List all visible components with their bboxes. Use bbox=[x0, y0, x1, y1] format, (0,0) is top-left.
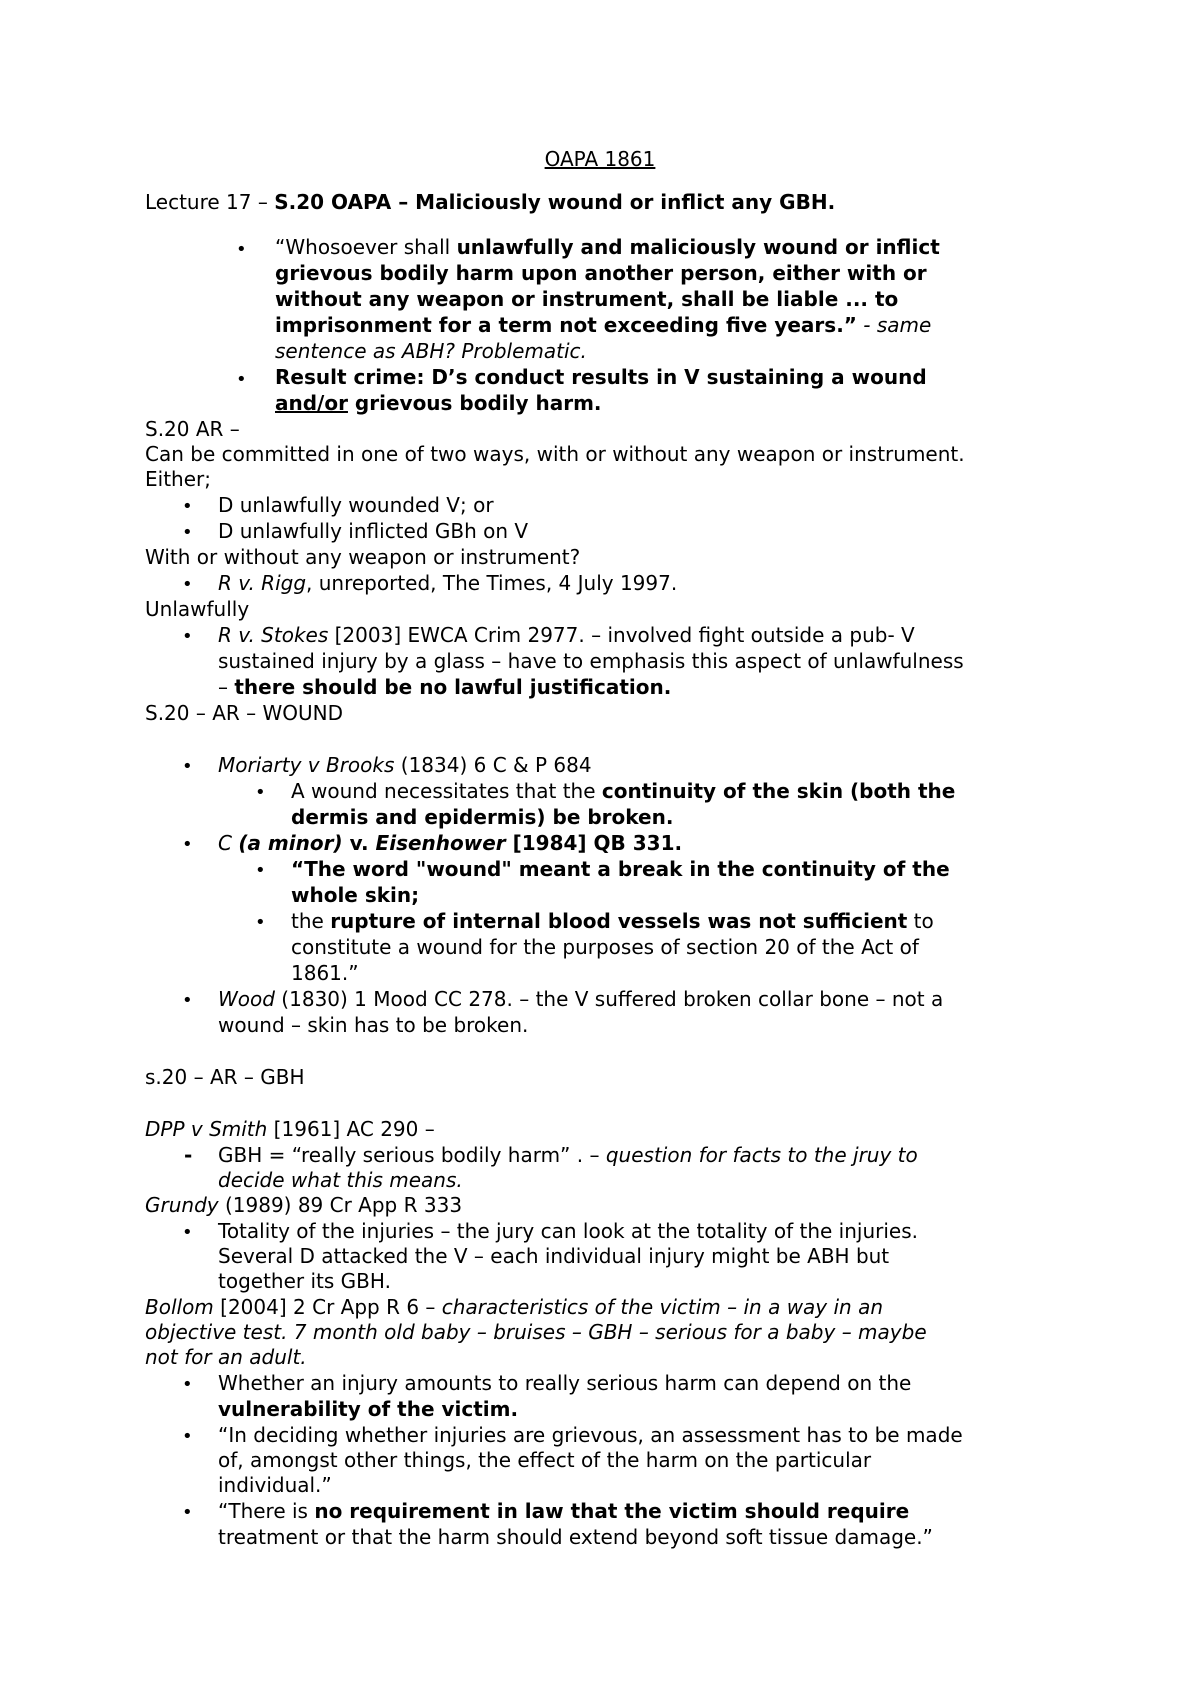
section-heading-gbh: s.20 – AR – GBH bbox=[145, 1065, 305, 1089]
result-crime-text: grievous bodily harm. bbox=[347, 391, 602, 415]
sub-list-item bbox=[291, 908, 934, 934]
plain-text: “There is bbox=[218, 1499, 315, 1523]
case-name: Wood bbox=[218, 987, 275, 1011]
list-item: D unlawfully inflicted GBh on V bbox=[218, 519, 529, 543]
bullet-icon: • bbox=[236, 239, 247, 260]
bold-text: “The word "wound" meant a break in the continuity of the bbox=[291, 857, 950, 881]
lecture-heading-bold: S.20 OAPA – Maliciously wound or inflict any GBH. bbox=[274, 190, 836, 214]
bullet-icon: • bbox=[182, 626, 193, 647]
bold-text: whole skin; bbox=[291, 883, 420, 907]
statute-quote-line bbox=[275, 312, 931, 338]
citation-text: , unreported, The Times, 4 July 1997. bbox=[306, 571, 678, 595]
bullet-icon: • bbox=[182, 756, 193, 777]
case-name: R v. Rigg bbox=[218, 571, 307, 595]
bold-text: there should be no lawful justification. bbox=[234, 675, 672, 699]
statute-quote-line bbox=[275, 260, 927, 286]
paragraph-line: Can be committed in one of two ways, with or without any weapon or instrument. bbox=[145, 442, 965, 466]
bold-text: vulnerability of the victim. bbox=[218, 1397, 519, 1421]
case-citation bbox=[145, 1294, 883, 1320]
bullet-icon: • bbox=[255, 912, 266, 933]
list-item-continuation bbox=[218, 674, 671, 700]
case-name: R v. Stokes bbox=[218, 623, 329, 647]
dash-bullet-icon: - bbox=[184, 1143, 193, 1167]
bullet-icon: • bbox=[182, 990, 193, 1011]
case-name: C bbox=[218, 831, 239, 855]
quote-bold-text: imprisonment for a term not exceeding five years.” bbox=[275, 313, 857, 337]
sub-list-item bbox=[291, 778, 955, 804]
bullet-icon: • bbox=[182, 1502, 193, 1523]
list-item-continuation bbox=[218, 1167, 463, 1193]
list-item-continuation: sustained injury by a glass – have to emphasis this aspect of unlawfulness bbox=[218, 649, 964, 673]
list-item-continuation: individual.” bbox=[218, 1473, 332, 1497]
bold-text: no requirement in law that the victim should require bbox=[314, 1499, 910, 1523]
statute-quote-line bbox=[275, 338, 587, 364]
document-title: OAPA 1861 bbox=[544, 147, 656, 171]
section-heading-wound: S.20 – AR – WOUND bbox=[145, 701, 344, 725]
case-name: Bollom bbox=[145, 1295, 214, 1319]
bullet-icon: • bbox=[182, 496, 193, 517]
quote-bold-text: unlawfully and maliciously wound or inflict bbox=[456, 235, 940, 259]
case-citation bbox=[218, 570, 677, 596]
lecture-heading-prefix: Lecture 17 – bbox=[145, 190, 275, 214]
plain-text: the bbox=[291, 909, 331, 933]
citation-text: [1961] AC 290 – bbox=[267, 1117, 435, 1141]
quote-comment: sentence as ABH? Problematic. bbox=[275, 339, 587, 363]
italic-text: question for facts to the jruy to bbox=[605, 1143, 918, 1167]
case-name: DPP v Smith bbox=[145, 1117, 268, 1141]
list-item bbox=[218, 1142, 918, 1168]
list-item-continuation: Several D attacked the V – each individual injury might be ABH but bbox=[218, 1244, 890, 1268]
case-name: Grundy bbox=[145, 1193, 219, 1217]
sub-list-item-continuation bbox=[291, 882, 419, 908]
quote-bold-text: without any weapon or instrument, shall be liable ... to bbox=[275, 287, 899, 311]
quote-bold-text: grievous bodily harm upon another person, either with or bbox=[275, 261, 927, 285]
bullet-icon: • bbox=[182, 1222, 193, 1243]
quote-comment: - same bbox=[856, 313, 932, 337]
case-citation bbox=[218, 830, 682, 856]
bullet-icon: • bbox=[182, 834, 193, 855]
case-citation bbox=[218, 622, 915, 648]
result-crime-line bbox=[275, 364, 927, 390]
result-crime-line bbox=[275, 390, 602, 416]
citation-text: [2004] 2 Cr App R 6 – bbox=[213, 1295, 442, 1319]
sub-list-item-continuation: 1861.” bbox=[291, 961, 359, 985]
dash-text: – bbox=[218, 675, 235, 699]
sub-list-item-continuation bbox=[291, 804, 673, 830]
italic-text: decide what this means. bbox=[218, 1168, 463, 1192]
case-citation bbox=[218, 986, 943, 1012]
quote-text: “Whosoever shall bbox=[275, 235, 457, 259]
bullet-icon: • bbox=[182, 1374, 193, 1395]
citation-text: (1830) 1 Mood CC 278. – the V suffered broken collar bone – not a bbox=[274, 987, 944, 1011]
italic-text: objective test. 7 month old baby – bruises – GBH – serious for a baby – maybe bbox=[145, 1320, 927, 1344]
citation-text: (1989) 89 Cr App R 333 bbox=[218, 1193, 463, 1217]
list-item-continuation bbox=[218, 1396, 518, 1422]
section-heading-ar: S.20 AR – bbox=[145, 417, 240, 441]
lecture-heading bbox=[145, 189, 835, 215]
result-crime-text: Result crime: D’s conduct results in V sustaining a wound bbox=[275, 365, 927, 389]
plain-text: to bbox=[907, 909, 934, 933]
statute-quote-line bbox=[275, 286, 898, 312]
italic-text: characteristics of the victim – in a way in an bbox=[441, 1295, 884, 1319]
case-name: (a minor) bbox=[238, 831, 343, 855]
subheading-weapon: With or without any weapon or instrument? bbox=[145, 545, 581, 569]
bold-text: dermis and epidermis) be broken. bbox=[291, 805, 674, 829]
italic-text: not for an adult. bbox=[145, 1345, 307, 1369]
list-item: Whether an injury amounts to really serious harm can depend on the bbox=[218, 1371, 912, 1395]
bullet-icon: • bbox=[182, 574, 193, 595]
plain-text: GBH = “really serious bodily harm” . – bbox=[218, 1143, 606, 1167]
subheading-unlawfully: Unlawfully bbox=[145, 597, 250, 621]
list-item-continuation: treatment or that the harm should extend beyond soft tissue damage.” bbox=[218, 1525, 933, 1549]
plain-text: A wound necessitates that the bbox=[291, 779, 602, 803]
list-item-continuation: together its GBH. bbox=[218, 1269, 391, 1293]
list-item: D unlawfully wounded V; or bbox=[218, 493, 494, 517]
and-or-text: and/or bbox=[275, 391, 348, 415]
case-name: Eisenhower bbox=[375, 831, 506, 855]
paragraph-line bbox=[145, 1319, 927, 1345]
citation-text: [1984] QB 331. bbox=[505, 831, 683, 855]
sub-list-item bbox=[291, 856, 950, 882]
citation-text: (1834) 6 C & P 684 bbox=[394, 753, 592, 777]
case-citation bbox=[145, 1192, 462, 1218]
paragraph-line bbox=[145, 1344, 307, 1370]
citation-text: [2003] EWCA Crim 2977. – involved fight outside a pub- V bbox=[328, 623, 915, 647]
bullet-icon: • bbox=[236, 369, 247, 390]
bold-text: continuity of the skin (both the bbox=[601, 779, 956, 803]
bullet-icon: • bbox=[255, 860, 266, 881]
bullet-icon: • bbox=[255, 782, 266, 803]
list-item bbox=[218, 1498, 909, 1524]
bullet-icon: • bbox=[182, 1426, 193, 1447]
case-citation bbox=[218, 752, 592, 778]
bold-text: v. bbox=[342, 831, 376, 855]
sub-list-item-continuation: constitute a wound for the purposes of section 20 of the Act of bbox=[291, 935, 919, 959]
case-name: Moriarty v Brooks bbox=[218, 753, 395, 777]
list-item-continuation: of, amongst other things, the effect of the harm on the particular bbox=[218, 1448, 872, 1472]
bold-text: rupture of internal blood vessels was not sufficient bbox=[330, 909, 908, 933]
list-item: “In deciding whether injuries are grievous, an assessment has to be made bbox=[218, 1423, 963, 1447]
case-citation bbox=[145, 1116, 435, 1142]
statute-quote-line bbox=[275, 234, 940, 260]
list-item-continuation: wound – skin has to be broken. bbox=[218, 1013, 529, 1037]
paragraph-line: Either; bbox=[145, 467, 211, 491]
list-item: Totality of the injuries – the jury can look at the totality of the injuries. bbox=[218, 1219, 918, 1243]
bullet-icon: • bbox=[182, 522, 193, 543]
